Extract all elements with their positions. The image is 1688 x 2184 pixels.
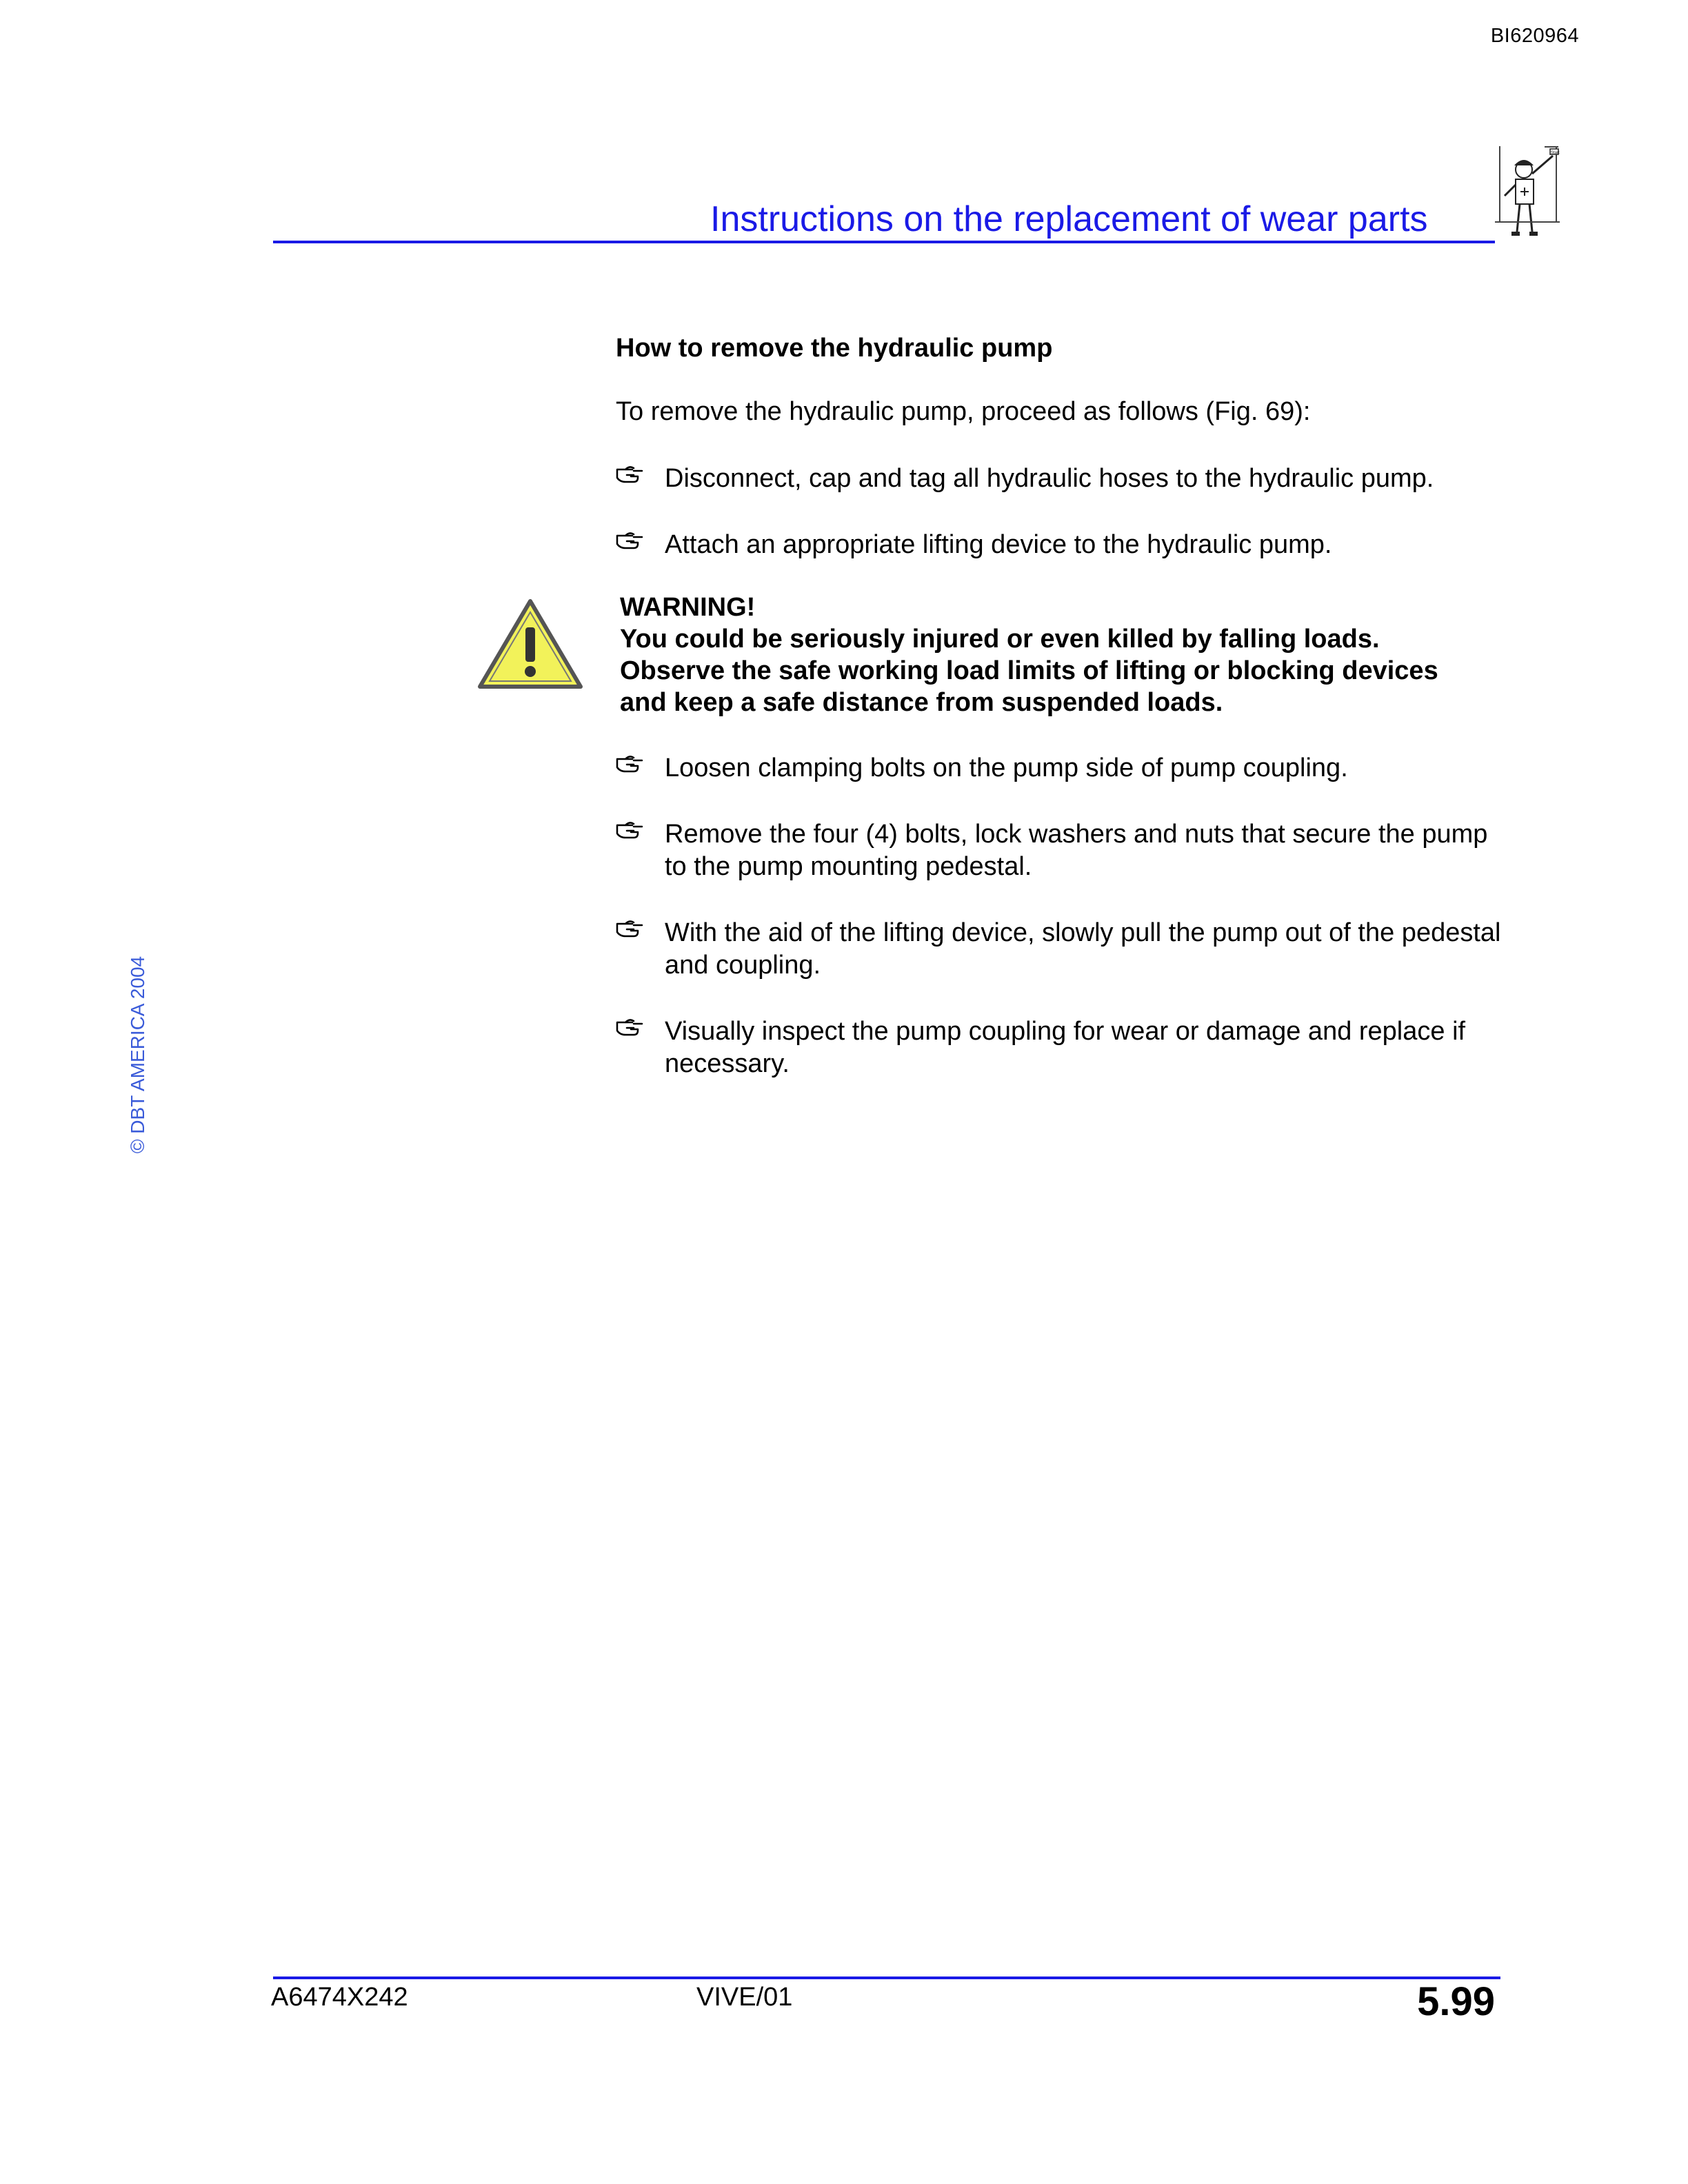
warning-label: WARNING! bbox=[620, 593, 756, 622]
list-item bbox=[616, 917, 1512, 982]
footer-document-number: A6474X242 bbox=[271, 1983, 408, 2012]
section-heading: How to remove the hydraulic pump bbox=[616, 334, 1053, 363]
page-title: Instructions on the replacement of wear parts bbox=[710, 199, 1428, 239]
step-text: Disconnect, cap and tag all hydraulic hoses to the hydraulic pump. bbox=[665, 464, 1434, 493]
pointing-hand-icon bbox=[616, 529, 646, 549]
warning-triangle-icon bbox=[477, 597, 583, 691]
step-text: Remove the four (4) bolts, lock washers and nuts that secure the pump to the pump mounting pedestal. bbox=[665, 820, 1488, 881]
header-rule bbox=[273, 241, 1495, 243]
pointing-hand-icon bbox=[616, 1015, 646, 1036]
step-text: Attach an appropriate lifting device to the hydraulic pump. bbox=[665, 530, 1332, 559]
step-text: With the aid of the lifting device, slowly pull the pump out of the pedestal and coupling. bbox=[665, 918, 1501, 980]
warning-text-line-1: You could be seriously injured or even killed by falling loads. bbox=[620, 625, 1380, 654]
list-item bbox=[616, 1015, 1512, 1080]
list-item bbox=[616, 752, 1512, 785]
footer-revision: VIVE/01 bbox=[696, 1983, 793, 2012]
intro-text: To remove the hydraulic pump, proceed as follows (Fig. 69): bbox=[616, 397, 1311, 426]
worker-start-icon bbox=[1495, 146, 1560, 243]
warning-block bbox=[620, 592, 1516, 718]
svg-text:Start: Start bbox=[1551, 151, 1560, 155]
step-text: Visually inspect the pump coupling for wear or damage and replace if necessary. bbox=[665, 1017, 1466, 1078]
pointing-hand-icon bbox=[616, 463, 646, 483]
pointing-hand-icon bbox=[616, 752, 646, 773]
warning-text-line-3: and keep a safe distance from suspended loads. bbox=[620, 688, 1223, 717]
warning-text-line-2: Observe the safe working load limits of lifting or blocking devices bbox=[620, 656, 1438, 685]
copyright-notice: © DBT AMERICA 2004 bbox=[127, 956, 148, 1154]
footer-rule bbox=[273, 1976, 1500, 1979]
list-item bbox=[616, 463, 1512, 495]
step-text: Loosen clamping bolts on the pump side of pump coupling. bbox=[665, 754, 1348, 782]
pointing-hand-icon bbox=[616, 917, 646, 938]
page-number: 5.99 bbox=[1417, 1979, 1495, 2024]
document-id: BI620964 bbox=[1490, 25, 1579, 47]
pointing-hand-icon bbox=[616, 818, 646, 839]
list-item bbox=[616, 529, 1512, 561]
list-item bbox=[616, 818, 1512, 883]
